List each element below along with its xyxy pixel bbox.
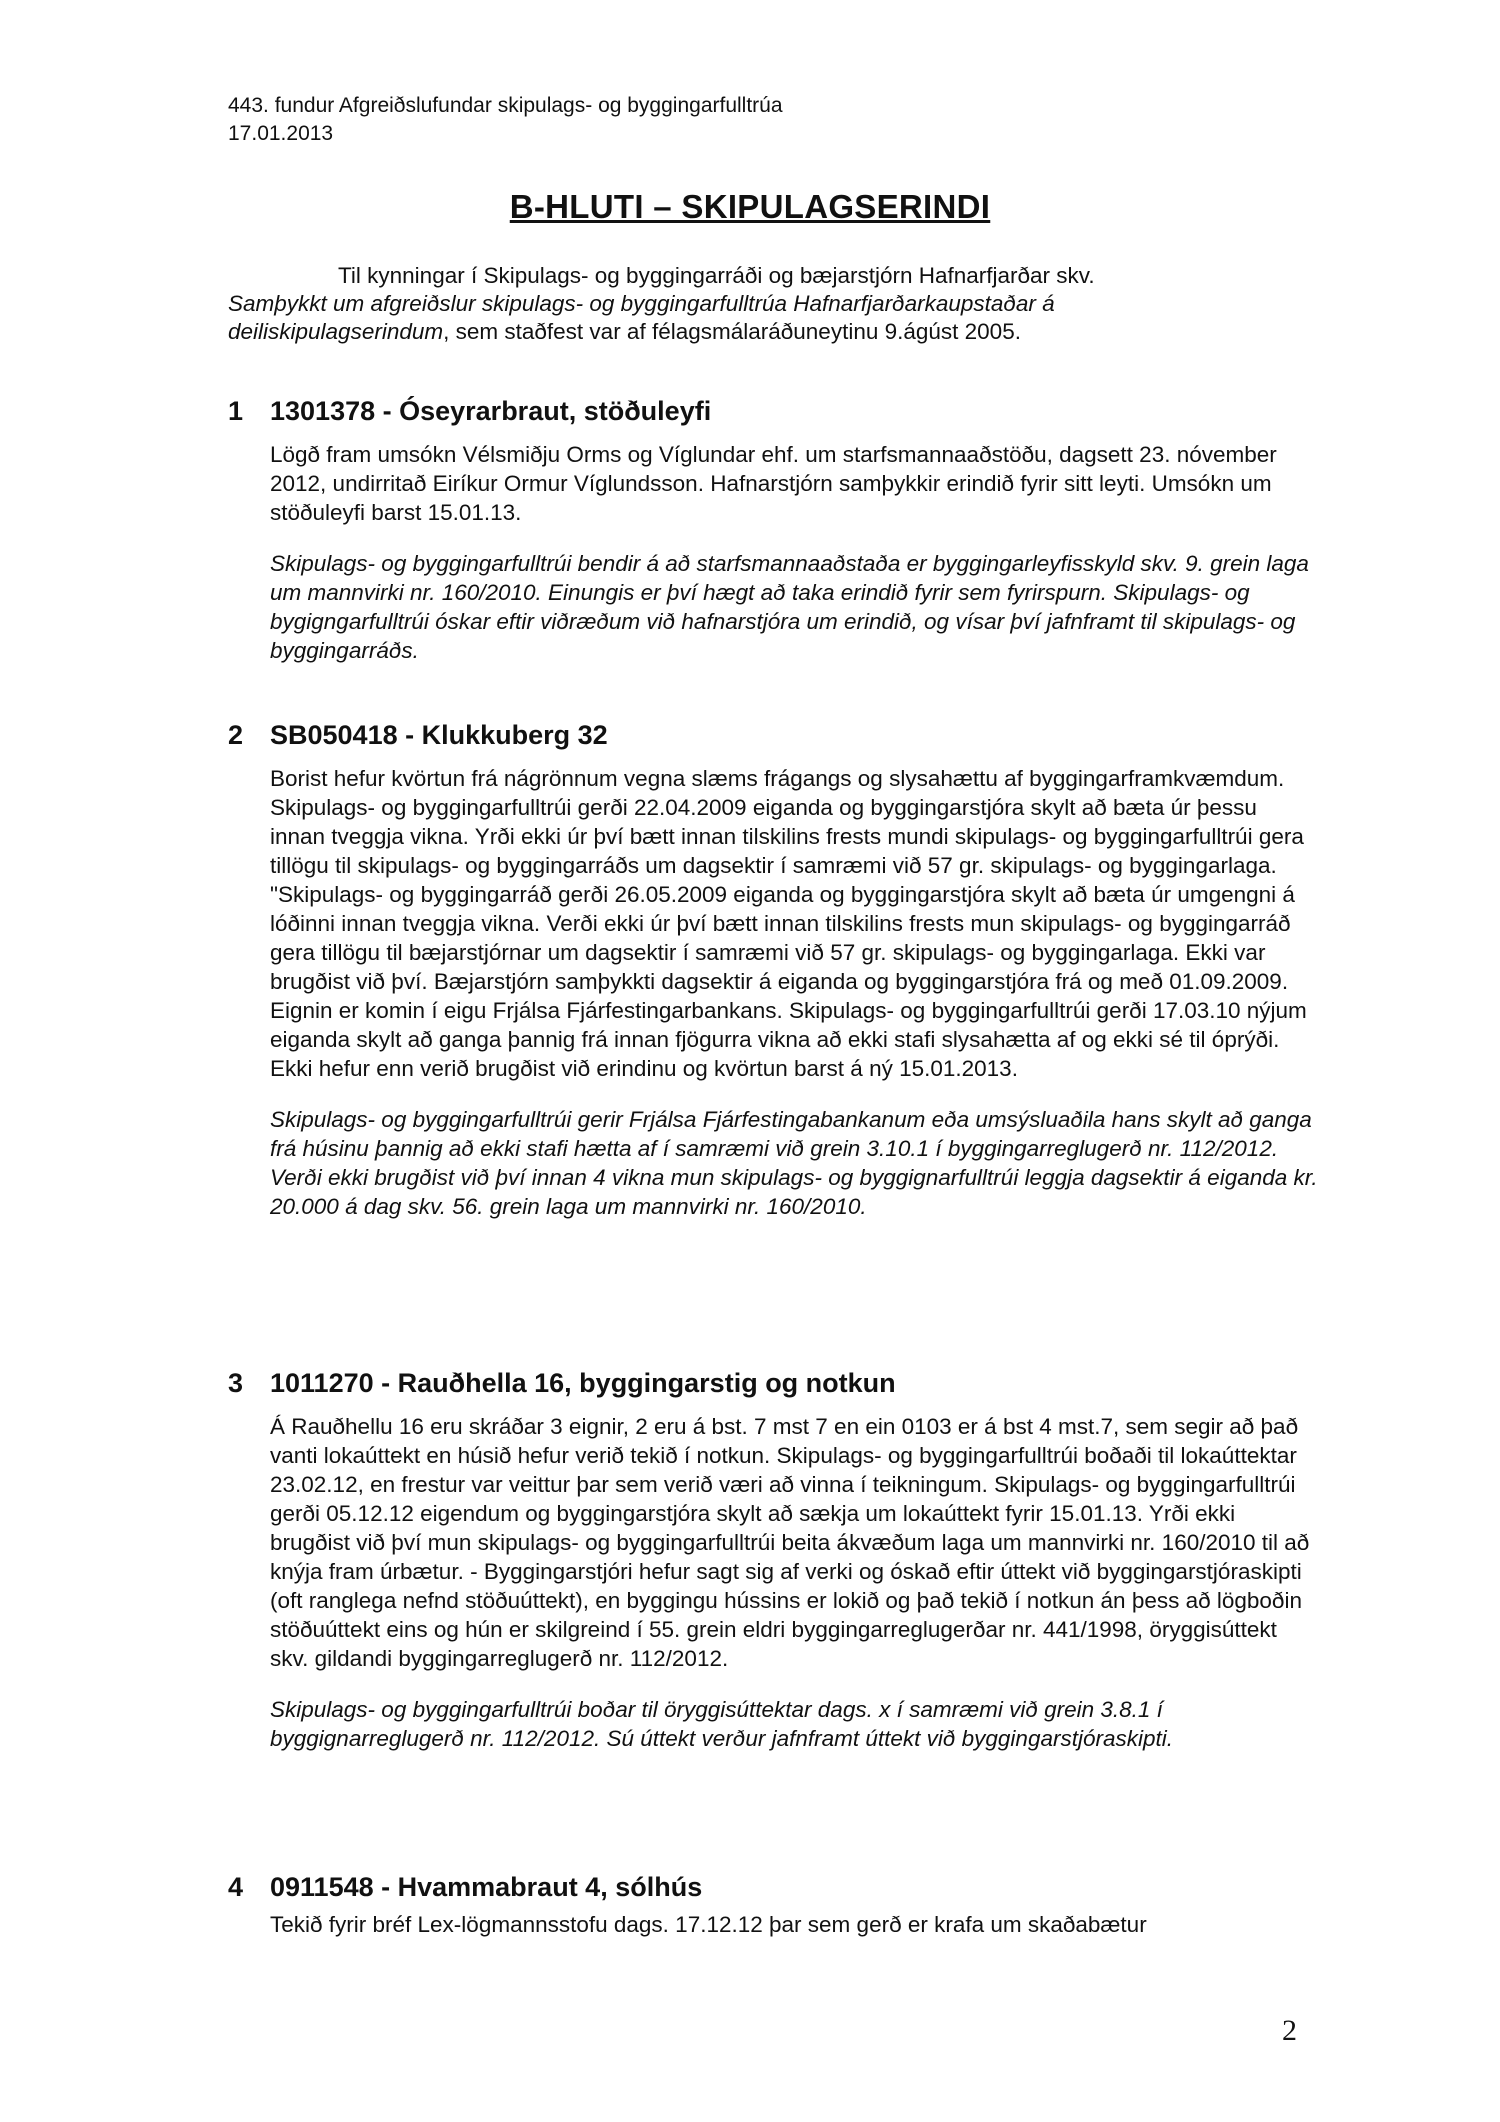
case-description: Á Rauðhellu 16 eru skráðar 3 eignir, 2 eru á bst. 7 mst 7 en ein 0103 er á bst 4 mst.7, sem segir að það vanti lokaúttekt en húsið hefur verið tekið í notkun. Skipulags- og byggingarfulltrúi boðaði til lokaúttektar 23.02.12, en frestur var veittur þar sem verið væri að vinna í teikningum. Skipulags- og byggingarfulltrúi gerði 05.12.12 eigendum og byggingarstjóra skylt að sækja um lokaúttekt fyrir 15.01.13. Yrði ekki brugðist við því mun skipulags- og byggingarfulltrúi beita ákvæðum laga um mannvirki nr. 160/2010 til að knýja fram úrbætur. - Byggingarstjóri hefur sagt sig af verki og óskað eftir úttekt við byggingarstjóraskipti (oft ranglega nefnd stöðuúttekt), en byggingu hússins er lokið og það tekið í notkun án þess að lögboðin stöðuúttekt eins og hún er skilgreind í 55. grein eldri byggingarreglugerðar nr. 441/1998, öryggisúttekt skv. gildandi byggingarreglugerð nr. 112/2012. (270, 1414, 1310, 1671)
case-title: 0911548 - Hvammabraut 4, sólhús (270, 1872, 703, 1902)
case-item (228, 1366, 1318, 1753)
case-number: 1 (228, 396, 244, 426)
case-heading (228, 1870, 1318, 1904)
case-number: 4 (228, 1872, 244, 1902)
case-conclusion: Skipulags- og byggingarfulltrúi gerir Frjálsa Fjárfestingabankanum eða umsýsluaðila hans skylt að ganga frá húsinu þannig að ekki stafi hætta af í samræmi við grein 3.10.1 í byggingarreglugerð nr. 112/2012. Verði ekki brugðist við því innan 4 vikna mun skipulags- og byggignarfulltrúi leggja dagsektir á eiganda kr. 20.000 á dag skv. 56. grein laga um mannvirki nr. 160/2010. (270, 1107, 1318, 1219)
case-item (228, 1870, 1318, 1939)
page-title: B-HLUTI – SKIPULAGSERINDI (509, 188, 991, 225)
case-description: Borist hefur kvörtun frá nágrönnum vegna slæms frágangs og slysahættu af byggingarframkvæmdum. Skipulags- og byggingarfulltrúi gerði 22.04.2009 eiganda og byggingarstjóra skylt að bæta úr þessu innan tveggja vikna. Yrði ekki úr því bætt innan tilskilins frests mundi skipulags- og byggingarfulltrúi gera tillögu til skipulags- og byggingarráðs um dagsektir í samræmi við 57 gr. skipulags- og byggingarlaga. "Skipulags- og byggingarráð gerði 26.05.2009 eiganda og byggingarstjóra skylt að bæta úr umgengni á lóðinni innan tveggja vikna. Verði ekki úr því bætt innan tilskilins frests mun skipulags- og byggingarráð gera tillögu til bæjarstjórnar um dagsektir í samræmi við 57 gr. skipulags- og byggingarlaga. Ekki var brugðist við því. Bæjarstjórn samþykkti dagsektir á eiganda og byggingarstjóra frá og með 01.09.2009. Eignin er komin í eigu Frjálsa Fjárfestingarbankans. Skipulags- og byggingarfulltrúi gerði 17.03.10 nýjum eiganda skylt að ganga þannig frá innan fjögurra vikna að ekki stafi slysahætta af og ekki sé til óprýði. Ekki hefur enn verið brugðist við erindinu og kvörtun barst á ný 15.01.2013. (270, 766, 1307, 1081)
case-title: 1301378 - Óseyrarbraut, stöðuleyfi (270, 396, 712, 426)
case-number: 3 (228, 1368, 244, 1398)
case-title: SB050418 - Klukkuberg 32 (270, 720, 608, 750)
case-title: 1011270 - Rauðhella 16, byggingarstig og notkun (270, 1368, 896, 1398)
case-conclusion: Skipulags- og byggingarfulltrúi bendir á að starfsmannaaðstaða er byggingarleyfisskyld skv. 9. grein laga um mannvirki nr. 160/2010. Einungis er því hægt að taka erindið fyrir sem fyrirspurn. Skipulags- og bygigngarfulltrúi óskar eftir viðræðum við hafnarstjóra um erindið, og vísar því jafnframt til skipulags- og byggingarráðs. (270, 551, 1309, 663)
page-header (228, 92, 783, 148)
intro-line: Til kynningar í Skipulags- og byggingarráði og bæjarstjórn Hafnarfjarðar skv. (338, 263, 1095, 288)
case-body (270, 764, 1318, 1221)
case-conclusion: Skipulags- og byggingarfulltrúi boðar til öryggisúttektar dags. x í samræmi við grein 3.8.1 í byggignarreglugerð nr. 112/2012. Sú úttekt verður jafnframt úttekt við byggingarstjóraskipti. (270, 1697, 1173, 1751)
case-body (270, 1412, 1318, 1753)
case-body (270, 1910, 1318, 1939)
case-description: Tekið fyrir bréf Lex-lögmannsstofu dags. 17.12.12 þar sem gerð er krafa um skaðabætur (270, 1912, 1147, 1937)
intro-reference: Samþykkt um afgreiðslur skipulags- og byggingarfulltrúa Hafnarfjarðarkaupstaðar á deiliskipulagserindum (228, 291, 1055, 344)
page-number: 2 (1282, 2014, 1297, 2047)
case-heading (228, 394, 1318, 428)
intro-rest: , sem staðfest var af félagsmálaráðuneytinu 9.ágúst 2005. (443, 319, 1021, 344)
case-item (228, 718, 1318, 1221)
case-number: 2 (228, 720, 244, 750)
case-item (228, 394, 1318, 665)
case-description: Lögð fram umsókn Vélsmiðju Orms og Víglundar ehf. um starfsmannaaðstöðu, dagsett 23. nóvember 2012, undirritað Eiríkur Ormur Víglundsson. Hafnarstjórn samþykkir erindið fyrir sitt leyti. Umsókn um stöðuleyfi barst 15.01.13. (270, 442, 1277, 525)
meeting-date: 17.01.2013 (228, 122, 334, 145)
case-heading (228, 718, 1318, 752)
intro-paragraph (228, 262, 1238, 346)
meeting-title: 443. fundur Afgreiðslufundar skipulags- og byggingarfulltrúa (228, 94, 783, 117)
case-body (270, 440, 1318, 665)
case-heading (228, 1366, 1318, 1400)
